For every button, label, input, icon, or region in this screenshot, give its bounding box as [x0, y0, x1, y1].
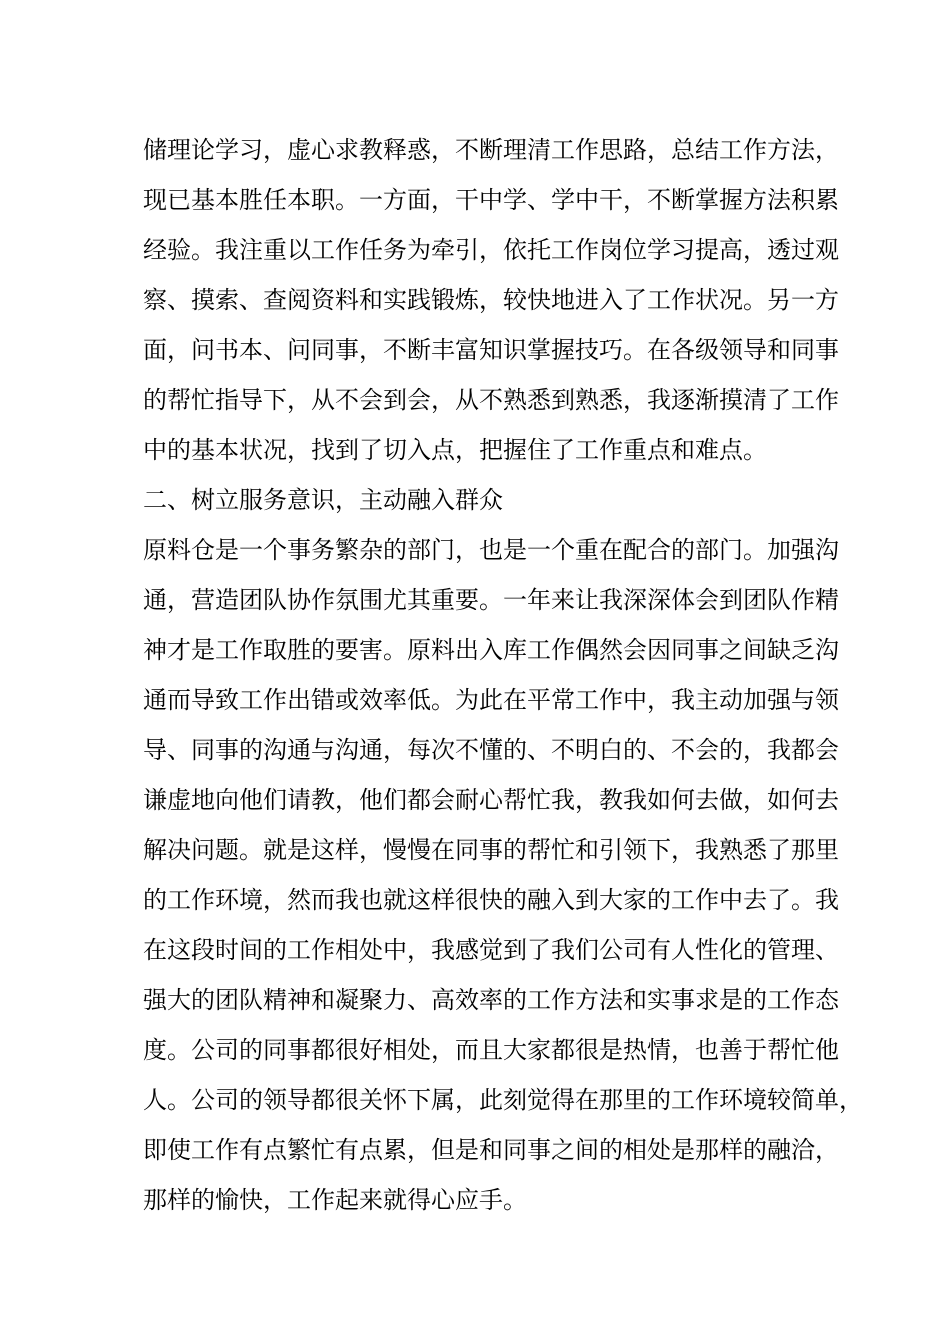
body-text-line: 即使工作有点繁忙有点累，但是和同事之间的相处是那样的融洽，	[143, 1136, 839, 1164]
body-text-line: 在这段时间的工作相处中，我感觉到了我们公司有人性化的管理、	[143, 936, 839, 964]
body-text-line: 原料仓是一个事务繁杂的部门，也是一个重在配合的部门。加强沟	[143, 536, 839, 564]
body-text-line: 度。公司的同事都很好相处，而且大家都很是热情，也善于帮忙他	[143, 1036, 839, 1064]
body-text-line: 神才是工作取胜的要害。原料出入库工作偶然会因同事之间缺乏沟	[143, 636, 839, 664]
body-text-line: 中的基本状况，找到了切入点，把握住了工作重点和难点。	[143, 436, 767, 464]
body-text-line: 储理论学习，虚心求教释惑，不断理清工作思路，总结工作方法，	[143, 136, 839, 164]
body-text-line: 的工作环境，然而我也就这样很快的融入到大家的工作中去了。我	[143, 886, 839, 914]
body-text-line: 人。公司的领导都很关怀下属，此刻觉得在那里的工作环境较简单，	[143, 1086, 863, 1114]
body-text-line: 现已基本胜任本职。一方面，干中学、学中干，不断掌握方法积累	[143, 186, 839, 214]
body-text-line: 经验。我注重以工作任务为牵引，依托工作岗位学习提高，透过观	[143, 236, 839, 264]
body-text-line: 通而导致工作出错或效率低。为此在平常工作中，我主动加强与领	[143, 686, 839, 714]
body-text-line: 解决问题。就是这样，慢慢在同事的帮忙和引领下，我熟悉了那里	[143, 836, 839, 864]
body-text-line: 导、同事的沟通与沟通，每次不懂的、不明白的、不会的，我都会	[143, 736, 839, 764]
body-text-line: 面，问书本、问同事，不断丰富知识掌握技巧。在各级领导和同事	[143, 336, 839, 364]
body-text-line: 那样的愉快，工作起来就得心应手。	[143, 1186, 527, 1214]
section-heading: 二、树立服务意识，主动融入群众	[143, 486, 503, 514]
body-text-line: 的帮忙指导下，从不会到会，从不熟悉到熟悉，我逐渐摸清了工作	[143, 386, 839, 414]
body-text-line: 察、摸索、查阅资料和实践锻炼，较快地进入了工作状况。另一方	[143, 286, 839, 314]
body-text-line: 强大的团队精神和凝聚力、高效率的工作方法和实事求是的工作态	[143, 986, 839, 1014]
body-text-line: 谦虚地向他们请教，他们都会耐心帮忙我，教我如何去做，如何去	[143, 786, 839, 814]
body-text-line: 通，营造团队协作氛围尤其重要。一年来让我深深体会到团队作精	[143, 586, 839, 614]
